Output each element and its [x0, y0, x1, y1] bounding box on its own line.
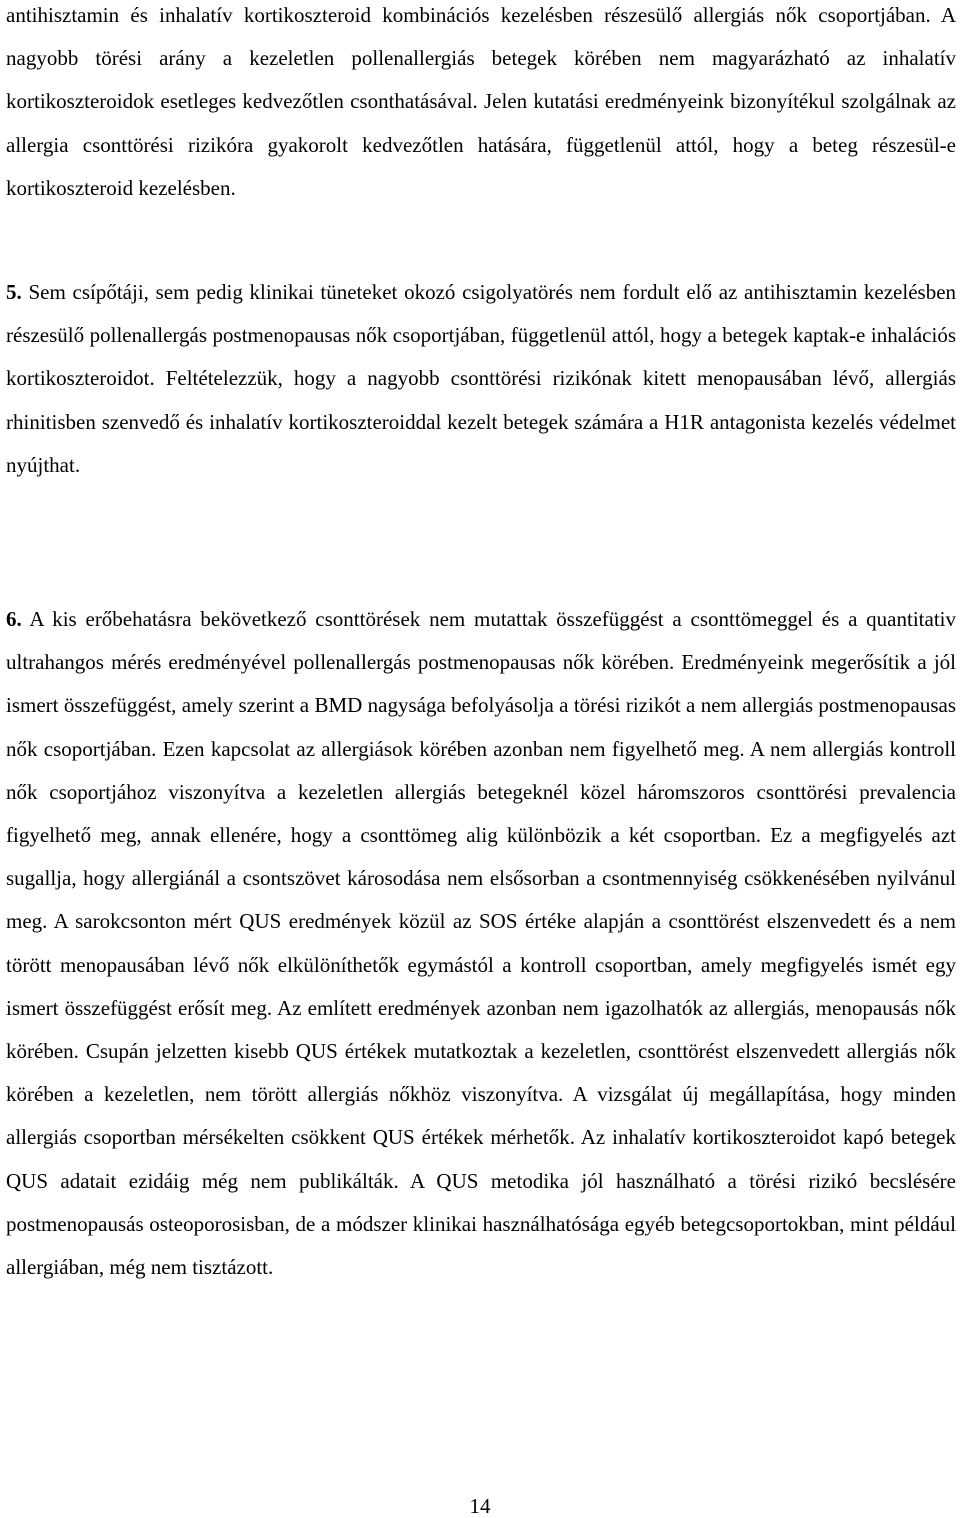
paragraph-text: Sem csípőtáji, sem pedig klinikai tüneteket okozó csigolyatörés nem fordult elő az antihisztamin kezelésben részesülő pollenallergás postmenopausas nők csoportjában, függetlenül attól, hogy a betegek kaptak-e inhalációs kortikoszteroidot. Feltételezzük, hogy a nagyobb csonttörési rizikónak kitett menopausában lévő, allergiás rhinitisben szenvedő és inhalatív kortikoszteroiddal kezelt betegek számára a H1R antagonista kezelés védelmet nyújthat. — [6, 280, 957, 477]
paragraph-continuation — [6, 0, 956, 210]
paragraph-text: antihisztamin és inhalatív kortikoszteroid kombinációs kezelésben részesülő allergiás nők csoportjában. A nagyobb törési arány a kezeletlen pollenallergiás betegek körében nem magyarázható az inhalatív kortikoszteroidok esetleges kedvezőtlen csonthatásával. Jelen kutatási eredményeink bizonyítékul szolgálnak az allergia csonttörési rizikóra gyakorolt kedvezőtlen hatására, függetlenül attól, hogy a beteg részesül-e kortikoszteroid kezelésben. — [6, 3, 956, 200]
paragraph-number: 5. — [6, 280, 22, 304]
paragraph-5 — [6, 271, 956, 487]
page-number: 14 — [469, 1494, 491, 1518]
paragraph-text: A kis erőbehatásra bekövetkező csonttörések nem mutattak összefüggést a csonttömeggel és a quantitativ ultrahangos mérés eredményével pollenallergás postmenopausas nők körében. Eredményeink megerősítik a jól ismert összefüggést, amely szerint a BMD nagysága befolyásolja a törési rizikót a nem allergiás postmenopausas nők csoportjában. Ezen kapcsolat az allergiások körében azonban nem figyelhető meg. A nem allergiás kontroll nők csoportjához viszonyítva a kezeletlen allergiás betegeknél közel háromszoros csonttörési prevalencia figyelhető meg, annak ellenére, hogy a csonttömeg alig különbözik a két csoportban. Ez a megfigyelés azt sugallja, hogy allergiánál a csontszövet károsodása nem elsősorban a csontmennyiség csökkenésében nyilvánul meg. A sarokcsonton mért QUS eredmények közül az SOS értéke alapján a csonttörést elszenvedett és a nem törött menopausában lévő nők elkülöníthetők egymástól a kontroll csoportban, amely megfigyelés ismét egy ismert összefüggést erősít meg. Az említett eredmények azonban nem igazolhatók az allergiás, menopausás nők körében. Csupán jelzetten kisebb QUS értékek mutatkoztak a kezeletlen, csonttörést elszenvedett allergiás nők körében a kezeletlen, nem törött allergiás nőkhöz viszonyítva. A vizsgálat új megállapítása, hogy minden allergiás csoportban mérsékelten csökkent QUS értékek mérhetők. Az inhalatív kortikoszteroidot kapó betegek QUS adatait ezidáig még nem publikálták. A QUS metodika jól használható a törési rizikó becslésére postmenopausás osteoporosisban, de a módszer klinikai használhatósága egyéb betegcsoportokban, mint például allergiában, még nem tisztázott. — [6, 607, 956, 1280]
paragraph-number: 6. — [6, 607, 22, 631]
paragraph-6 — [6, 598, 956, 1289]
